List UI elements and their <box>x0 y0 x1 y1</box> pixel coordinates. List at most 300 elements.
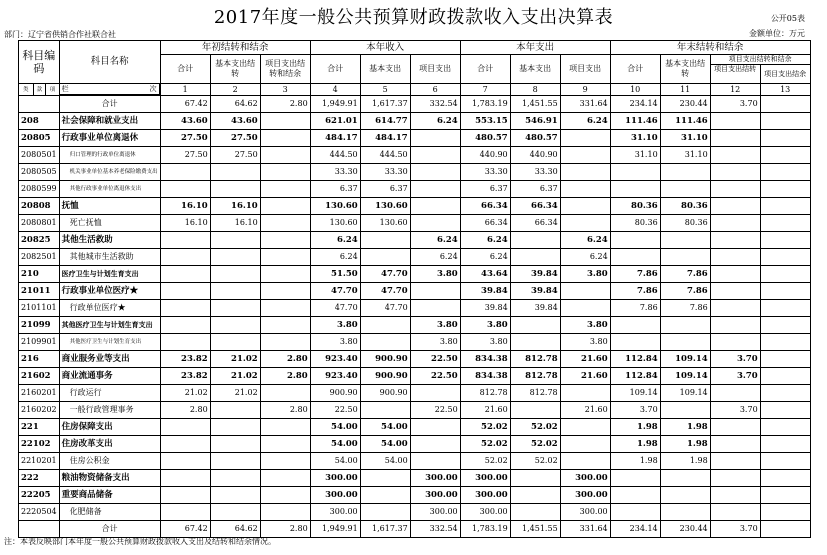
row-name: 抚恤 <box>59 198 160 215</box>
cell-value: 6.24 <box>560 232 610 249</box>
header-sub: 基本支出 <box>360 55 410 84</box>
cell-value <box>260 147 310 164</box>
cell-value: 1,949.91 <box>310 521 360 538</box>
cell-value <box>160 487 210 504</box>
cell-value <box>210 317 260 334</box>
cell-value: 1.98 <box>610 419 660 436</box>
cell-value: 300.00 <box>310 504 360 521</box>
cell-value: 812.78 <box>510 351 560 368</box>
cell-value <box>510 334 560 351</box>
cell-value <box>710 147 760 164</box>
row-name: 合计 <box>59 521 160 538</box>
row-code: 2080505 <box>19 164 60 181</box>
cell-value: 47.70 <box>360 283 410 300</box>
cell-value <box>760 402 810 419</box>
department-label: 部门：辽宁省供销合作社联合社 <box>4 30 116 39</box>
row-code: 221 <box>19 419 60 436</box>
cell-value: 80.36 <box>660 198 710 215</box>
cell-value <box>260 487 310 504</box>
cell-value <box>610 470 660 487</box>
cell-value <box>360 402 410 419</box>
cell-value: 66.34 <box>460 215 510 232</box>
row-code: 2080501 <box>19 147 60 164</box>
cell-value: 2.80 <box>160 402 210 419</box>
row-name: 行政运行 <box>59 385 160 402</box>
cell-value: 6.24 <box>410 232 460 249</box>
header-sub: 合计 <box>460 55 510 84</box>
table-row <box>19 130 811 147</box>
cell-value <box>360 504 410 521</box>
table-row <box>19 300 811 317</box>
cell-value: 21.60 <box>460 402 510 419</box>
cell-value: 300.00 <box>460 504 510 521</box>
cell-value: 234.14 <box>610 96 660 113</box>
cell-value: 52.02 <box>510 419 560 436</box>
cell-value <box>260 198 310 215</box>
cell-value <box>160 181 210 198</box>
cell-value <box>710 181 760 198</box>
cell-value: 21.60 <box>560 368 610 385</box>
col-number: 9 <box>560 84 610 96</box>
cell-value <box>760 436 810 453</box>
cell-value: 33.30 <box>460 164 510 181</box>
cell-value: 440.90 <box>460 147 510 164</box>
cell-value: 1,617.37 <box>360 96 410 113</box>
row-code: 216 <box>19 351 60 368</box>
row-code: 22205 <box>19 487 60 504</box>
row-name: 住房保障支出 <box>59 419 160 436</box>
cell-value <box>210 232 260 249</box>
cell-value <box>710 113 760 130</box>
budget-table <box>18 40 811 538</box>
cell-value <box>260 283 310 300</box>
cell-value <box>260 300 310 317</box>
cell-value: 27.50 <box>160 147 210 164</box>
cell-value: 1.98 <box>610 436 660 453</box>
cell-value: 3.70 <box>710 351 760 368</box>
row-code: 2160202 <box>19 402 60 419</box>
row-name: 住房改革支出 <box>59 436 160 453</box>
cell-value: 39.84 <box>460 300 510 317</box>
cell-value: 3.80 <box>310 334 360 351</box>
footer-note: 注：本表反映部门本年度一般公共预算财政拨款收入支出及结转和结余情况。 <box>4 537 276 546</box>
row-name: 其他生活救助 <box>59 232 160 249</box>
cell-value: 3.80 <box>310 317 360 334</box>
col-number: 1 <box>160 84 210 96</box>
cell-value: 440.90 <box>510 147 560 164</box>
cell-value: 22.50 <box>310 402 360 419</box>
cell-value <box>210 249 260 266</box>
cell-value: 1,451.55 <box>510 96 560 113</box>
cell-value: 6.37 <box>360 181 410 198</box>
cell-value: 6.37 <box>460 181 510 198</box>
cell-value: 6.37 <box>510 181 560 198</box>
cell-value <box>660 470 710 487</box>
row-name: 归口管理的行政单位离退休 <box>59 147 160 164</box>
cell-value: 614.77 <box>360 113 410 130</box>
cell-value: 480.57 <box>460 130 510 147</box>
table-row <box>19 419 811 436</box>
row-code <box>19 96 60 113</box>
cell-value: 834.38 <box>460 351 510 368</box>
cell-value: 130.60 <box>360 215 410 232</box>
cell-value: 1,617.37 <box>360 521 410 538</box>
cell-value: 300.00 <box>310 487 360 504</box>
cell-value <box>260 334 310 351</box>
cell-value: 332.54 <box>410 96 460 113</box>
cell-value <box>710 249 760 266</box>
row-name: 商业流通事务 <box>59 368 160 385</box>
header-group-closing: 年末结转和结余 <box>610 41 810 55</box>
row-code: 2210201 <box>19 453 60 470</box>
cell-value: 3.70 <box>710 368 760 385</box>
unit-label: 金额单位：万元 <box>749 29 805 38</box>
cell-value: 900.90 <box>360 385 410 402</box>
cell-value: 900.90 <box>360 351 410 368</box>
header-ci: 次 <box>149 85 157 93</box>
row-name: 其他医疗卫生与计划生育支出 <box>59 317 160 334</box>
cell-value: 812.78 <box>460 385 510 402</box>
row-code <box>19 521 60 538</box>
row-name: 重要商品储备 <box>59 487 160 504</box>
cell-value <box>710 130 760 147</box>
cell-value: 109.14 <box>660 368 710 385</box>
cell-value <box>560 385 610 402</box>
cell-value <box>560 164 610 181</box>
cell-value: 3.80 <box>560 317 610 334</box>
row-name: 粮油物资储备支出 <box>59 470 160 487</box>
cell-value: 484.17 <box>360 130 410 147</box>
cell-value: 3.70 <box>710 521 760 538</box>
cell-value <box>710 487 760 504</box>
cell-value: 2.80 <box>260 96 310 113</box>
row-name: 其他行政事业单位离退休支出 <box>59 181 160 198</box>
cell-value: 3.80 <box>410 317 460 334</box>
row-name: 行政事业单位离退休 <box>59 130 160 147</box>
cell-value <box>260 164 310 181</box>
cell-value <box>560 147 610 164</box>
cell-value <box>160 266 210 283</box>
cell-value: 27.50 <box>160 130 210 147</box>
col-number: 12 <box>710 84 760 96</box>
row-name: 社会保障和就业支出 <box>59 113 160 130</box>
cell-value: 109.14 <box>660 351 710 368</box>
header-sub: 合计 <box>160 55 210 84</box>
cell-value: 66.34 <box>510 198 560 215</box>
cell-value <box>260 215 310 232</box>
cell-value: 234.14 <box>610 521 660 538</box>
cell-value <box>760 198 810 215</box>
cell-value <box>510 402 560 419</box>
cell-value <box>260 130 310 147</box>
cell-value: 230.44 <box>660 521 710 538</box>
cell-value <box>760 470 810 487</box>
cell-value <box>710 283 760 300</box>
col-number: 10 <box>610 84 660 96</box>
cell-value <box>660 487 710 504</box>
cell-value <box>510 232 560 249</box>
cell-value <box>760 317 810 334</box>
cell-value: 300.00 <box>560 504 610 521</box>
cell-value: 2.80 <box>260 402 310 419</box>
table-row <box>19 453 811 470</box>
cell-value: 109.14 <box>610 385 660 402</box>
header-project-carryover: 项目支出结转 <box>711 65 761 83</box>
cell-value <box>760 504 810 521</box>
cell-value: 444.50 <box>360 147 410 164</box>
cell-value <box>260 266 310 283</box>
cell-value: 6.24 <box>310 249 360 266</box>
cell-value: 21.02 <box>160 385 210 402</box>
cell-value <box>560 215 610 232</box>
cell-value: 7.86 <box>660 283 710 300</box>
table-row <box>19 317 811 334</box>
header-lan: 栏 <box>61 85 69 93</box>
cell-value: 51.50 <box>310 266 360 283</box>
cell-value <box>260 113 310 130</box>
cell-value: 332.54 <box>410 521 460 538</box>
cell-value <box>160 300 210 317</box>
table-row <box>19 266 811 283</box>
cell-value <box>360 249 410 266</box>
cell-value <box>760 181 810 198</box>
cell-value: 7.86 <box>610 300 660 317</box>
cell-value <box>710 504 760 521</box>
cell-value: 39.84 <box>510 300 560 317</box>
row-code: 21099 <box>19 317 60 334</box>
cell-value: 67.42 <box>160 521 210 538</box>
cell-value: 80.36 <box>660 215 710 232</box>
cell-value <box>710 215 760 232</box>
row-code: 22102 <box>19 436 60 453</box>
cell-value <box>710 419 760 436</box>
cell-value <box>160 334 210 351</box>
cell-value: 834.38 <box>460 368 510 385</box>
cell-value: 80.36 <box>610 215 660 232</box>
cell-value: 54.00 <box>310 419 360 436</box>
cell-value <box>760 113 810 130</box>
table-row <box>19 164 811 181</box>
cell-value: 300.00 <box>460 487 510 504</box>
row-name: 行政事业单位医疗★ <box>59 283 160 300</box>
cell-value <box>610 232 660 249</box>
col-number: 11 <box>660 84 710 96</box>
row-name: 合计 <box>59 96 160 113</box>
cell-value: 47.70 <box>310 300 360 317</box>
cell-value: 39.84 <box>460 283 510 300</box>
cell-value: 3.80 <box>460 334 510 351</box>
col-number: 7 <box>460 84 510 96</box>
cell-value <box>210 419 260 436</box>
cell-value: 21.60 <box>560 351 610 368</box>
cell-value <box>760 385 810 402</box>
cell-value: 923.40 <box>310 368 360 385</box>
cell-value: 22.50 <box>410 368 460 385</box>
cell-value: 109.14 <box>660 385 710 402</box>
cell-value: 300.00 <box>410 487 460 504</box>
cell-value: 3.80 <box>410 334 460 351</box>
cell-value <box>660 232 710 249</box>
cell-value <box>160 419 210 436</box>
col-number: 2 <box>210 84 260 96</box>
col-number: 5 <box>360 84 410 96</box>
header-project-group: 项目支出结转和结余 <box>711 55 810 65</box>
cell-value: 900.90 <box>360 368 410 385</box>
row-code: 2109901 <box>19 334 60 351</box>
cell-value <box>760 130 810 147</box>
cell-value: 900.90 <box>310 385 360 402</box>
cell-value: 6.24 <box>560 249 610 266</box>
cell-value: 812.78 <box>510 368 560 385</box>
cell-value: 484.17 <box>310 130 360 147</box>
row-code: 20808 <box>19 198 60 215</box>
cell-value: 7.86 <box>660 266 710 283</box>
cell-value: 112.84 <box>610 368 660 385</box>
cell-value: 27.50 <box>210 130 260 147</box>
cell-value <box>660 334 710 351</box>
cell-value: 22.50 <box>410 351 460 368</box>
cell-value <box>760 215 810 232</box>
cell-value: 553.15 <box>460 113 510 130</box>
cell-value <box>660 249 710 266</box>
cell-value <box>760 249 810 266</box>
cell-value: 546.91 <box>510 113 560 130</box>
table-row <box>19 436 811 453</box>
row-code: 2082501 <box>19 249 60 266</box>
cell-value: 3.70 <box>710 96 760 113</box>
cell-value <box>760 164 810 181</box>
table-row <box>19 113 811 130</box>
cell-value <box>710 470 760 487</box>
cell-value <box>760 266 810 283</box>
cell-value <box>510 470 560 487</box>
cell-value <box>510 317 560 334</box>
cell-value: 52.02 <box>460 436 510 453</box>
cell-value: 111.46 <box>660 113 710 130</box>
cell-value <box>710 266 760 283</box>
col-number: 8 <box>510 84 560 96</box>
header-group-expense: 本年支出 <box>460 41 610 55</box>
header-sub: 合计 <box>310 55 360 84</box>
cell-value <box>610 334 660 351</box>
table-title: 2017年度一般公共预算财政拨款收入支出决算表 <box>213 7 614 28</box>
cell-value <box>210 504 260 521</box>
cell-value <box>760 368 810 385</box>
cell-value <box>610 504 660 521</box>
cell-value: 130.60 <box>310 215 360 232</box>
cell-value: 6.24 <box>460 249 510 266</box>
row-code: 2160201 <box>19 385 60 402</box>
cell-value <box>260 419 310 436</box>
cell-value <box>410 385 460 402</box>
cell-value <box>760 453 810 470</box>
col-number: 13 <box>760 84 810 96</box>
cell-value <box>410 181 460 198</box>
row-code: 21011 <box>19 283 60 300</box>
header-code-xiang: 项 <box>46 84 60 96</box>
cell-value <box>210 164 260 181</box>
cell-value: 3.80 <box>460 317 510 334</box>
cell-value <box>360 334 410 351</box>
cell-value <box>560 198 610 215</box>
cell-value: 300.00 <box>410 470 460 487</box>
cell-value <box>210 266 260 283</box>
cell-value: 3.80 <box>410 266 460 283</box>
cell-value <box>210 334 260 351</box>
cell-value <box>560 283 610 300</box>
cell-value: 66.34 <box>510 215 560 232</box>
cell-value <box>560 453 610 470</box>
cell-value <box>360 487 410 504</box>
cell-value: 6.24 <box>560 113 610 130</box>
cell-value: 16.10 <box>210 215 260 232</box>
cell-value <box>560 300 610 317</box>
cell-value: 300.00 <box>310 470 360 487</box>
cell-value: 21.02 <box>210 368 260 385</box>
cell-value <box>210 283 260 300</box>
cell-value <box>710 385 760 402</box>
header-group-income: 本年收入 <box>310 41 460 55</box>
table-row <box>19 402 811 419</box>
cell-value: 21.60 <box>560 402 610 419</box>
cell-value: 64.62 <box>210 521 260 538</box>
table-row <box>19 334 811 351</box>
header-code-kuan: 款 <box>33 84 46 96</box>
cell-value: 54.00 <box>310 436 360 453</box>
cell-value <box>660 504 710 521</box>
table-row <box>19 283 811 300</box>
cell-value: 3.70 <box>610 402 660 419</box>
cell-value <box>260 317 310 334</box>
cell-value: 16.10 <box>160 215 210 232</box>
cell-value <box>360 470 410 487</box>
table-row <box>19 181 811 198</box>
row-code: 210 <box>19 266 60 283</box>
row-name: 住房公积金 <box>59 453 160 470</box>
cell-value <box>210 436 260 453</box>
cell-value <box>510 504 560 521</box>
row-code: 2101101 <box>19 300 60 317</box>
cell-value: 33.30 <box>310 164 360 181</box>
cell-value <box>410 215 460 232</box>
cell-value <box>160 164 210 181</box>
table-row <box>19 368 811 385</box>
form-number: 公开05表 <box>770 14 805 23</box>
cell-value: 52.02 <box>510 436 560 453</box>
cell-value <box>210 181 260 198</box>
cell-value <box>260 232 310 249</box>
cell-value: 23.82 <box>160 351 210 368</box>
cell-value: 2.80 <box>260 368 310 385</box>
cell-value: 7.86 <box>610 266 660 283</box>
cell-value <box>660 402 710 419</box>
cell-value: 1.98 <box>660 419 710 436</box>
cell-value <box>210 487 260 504</box>
cell-value: 444.50 <box>310 147 360 164</box>
row-name: 机关事业单位基本养老保险缴费支出 <box>59 164 160 181</box>
cell-value: 43.64 <box>460 266 510 283</box>
cell-value <box>760 351 810 368</box>
cell-value: 33.30 <box>510 164 560 181</box>
cell-value <box>210 300 260 317</box>
table-row <box>19 96 811 113</box>
cell-value: 1.98 <box>660 436 710 453</box>
table-row <box>19 504 811 521</box>
cell-value: 66.34 <box>460 198 510 215</box>
cell-value <box>410 453 460 470</box>
table-row <box>19 470 811 487</box>
cell-value <box>410 147 460 164</box>
